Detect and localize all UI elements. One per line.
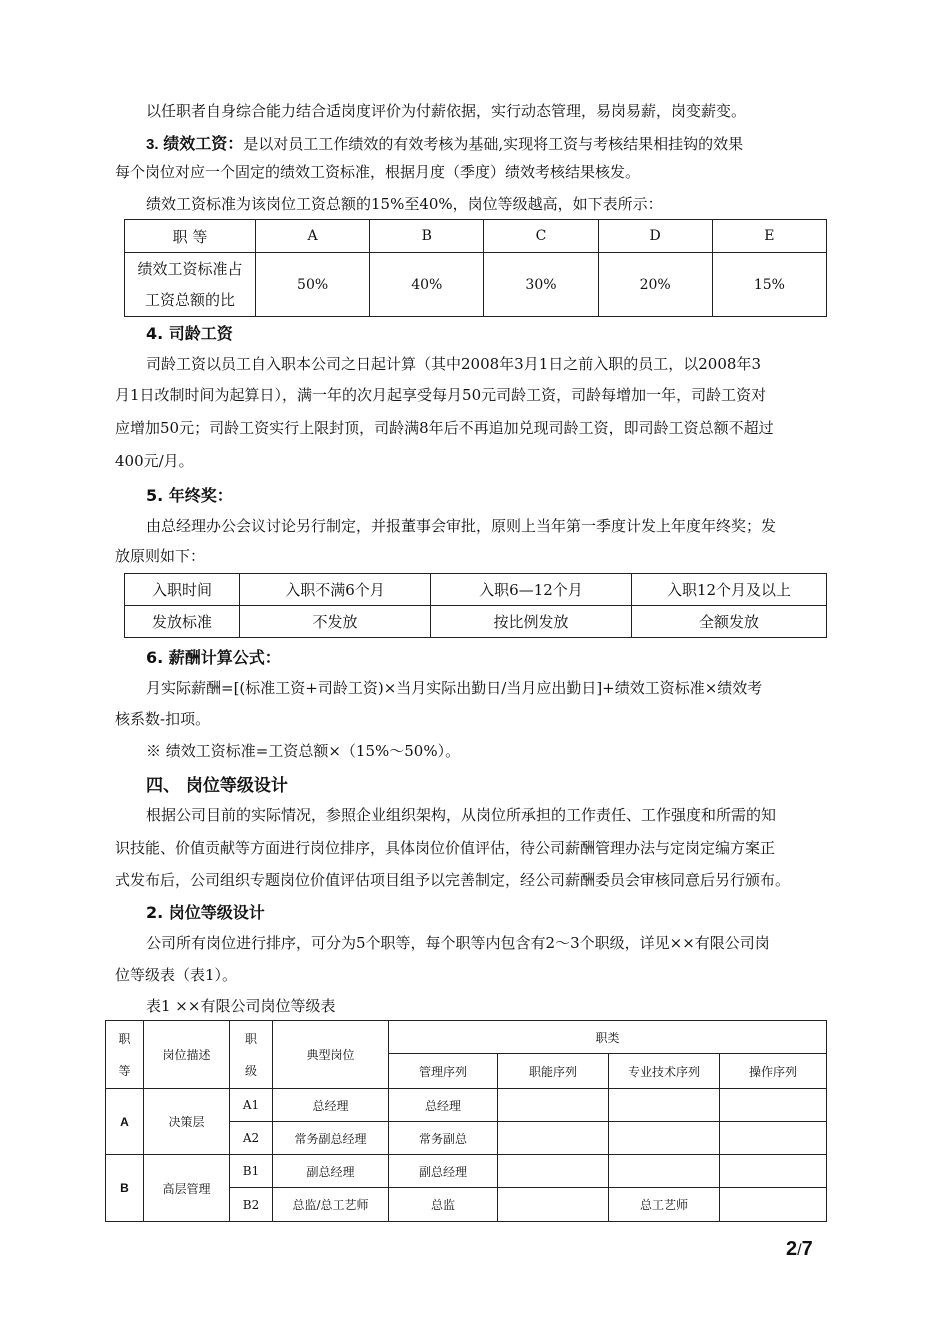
- table-subheader-cell: 操作序列: [720, 1054, 827, 1089]
- table-cell: [609, 1155, 720, 1188]
- table-cell: [609, 1122, 720, 1155]
- text-line: 放原则如下：: [115, 547, 206, 565]
- table-cell-typical: 常务副总经理: [273, 1122, 389, 1155]
- text-line: 以任职者自身综合能力结合适岗度评价为付薪依据，实行动态管理，易岗易薪，岗变薪变。: [146, 102, 747, 120]
- table-row: [106, 1155, 827, 1188]
- table-header-cell: 职类: [389, 1021, 827, 1054]
- table-header-cell: 典型岗位: [273, 1021, 389, 1089]
- table-subheader-cell: 职能序列: [498, 1054, 609, 1089]
- table-header-cell: 职 等: [125, 220, 256, 253]
- header-char: 职: [244, 1031, 257, 1046]
- table-header-cell: [230, 1021, 273, 1089]
- table-cell: 40%: [370, 253, 484, 317]
- table-subheader-cell: 管理序列: [389, 1054, 498, 1089]
- table-cell: 不发放: [240, 606, 431, 638]
- table-row-label: [125, 253, 256, 317]
- text-line: 每个岗位对应一个固定的绩效工资标准，根据月度（季度）绩效考核结果核发。: [115, 163, 641, 181]
- table-cell: [720, 1122, 827, 1155]
- section-heading-seniority-pay: 4. 司龄工资: [146, 324, 233, 343]
- text-line: 根据公司目前的实际情况，参照企业组织架构，从岗位所承担的工作责任、工作强度和所需的知: [146, 806, 777, 824]
- text-line: 识技能、价值贡献等方面进行岗位排序，具体岗位价值评估，待公司薪酬管理办法与定岗定编方案正: [115, 839, 776, 857]
- header-char: 等: [118, 1063, 131, 1078]
- table-header-cell: 入职时间: [125, 574, 240, 606]
- heading-number: 3.: [146, 136, 159, 153]
- table-cell-grade: A: [106, 1089, 144, 1155]
- table-header-cell: A: [256, 220, 370, 253]
- table-header-cell: 入职6—12个月: [431, 574, 632, 606]
- page-total: 7: [801, 1238, 813, 1260]
- text-line: 月1日改制时间为起算日），满一年的次月起享受每月50元司龄工资，司龄每增加一年，司龄工资对: [115, 386, 767, 404]
- text-line: 位等级表（表1）。: [115, 966, 238, 984]
- table-cell: 常务副总: [389, 1122, 498, 1155]
- row-label-line: 工资总额的比: [144, 290, 235, 309]
- text-line: 核系数-扣项。: [115, 710, 211, 728]
- table-cell: 总工艺师: [609, 1188, 720, 1222]
- heading-title: 绩效工资：: [163, 134, 244, 153]
- bonus-table: [124, 573, 827, 638]
- table-cell: 总监: [389, 1188, 498, 1222]
- table-cell-grade: B: [106, 1155, 144, 1222]
- table-cell: [720, 1188, 827, 1222]
- table-row: [106, 1089, 827, 1122]
- text-line: 公司所有岗位进行排序，可分为5个职等，每个职等内包含有2～3个职级，详见××有限公司岗: [146, 934, 770, 952]
- section-heading-year-end-bonus: 5. 年终奖：: [146, 486, 233, 505]
- table-cell: [609, 1089, 720, 1122]
- section-heading-salary-formula: 6. 薪酬计算公式：: [146, 648, 281, 667]
- header-char: 职: [118, 1031, 131, 1046]
- table-cell-typical: 总监/总工艺师: [273, 1188, 389, 1222]
- table-cell-level: A2: [230, 1122, 273, 1155]
- table-cell: [498, 1188, 609, 1222]
- table-cell: 30%: [484, 253, 598, 317]
- table-header-cell: 岗位描述: [144, 1021, 230, 1089]
- table-cell: 50%: [256, 253, 370, 317]
- table-cell: 发放标准: [125, 606, 240, 638]
- table-cell: 全额发放: [632, 606, 827, 638]
- table-cell-typical: 副总经理: [273, 1155, 389, 1188]
- table-cell: 按比例发放: [431, 606, 632, 638]
- table-header-cell: C: [484, 220, 598, 253]
- chapter-heading-position-grades: 四、 岗位等级设计: [146, 776, 288, 796]
- table-cell: [498, 1155, 609, 1188]
- heading-text: 是以对员工工作绩效的有效考核为基础,实现将工资与考核结果相挂钩的效果: [243, 135, 744, 153]
- table-cell-level: B2: [230, 1188, 273, 1222]
- table-header-cell: [106, 1021, 144, 1089]
- table-header-cell: B: [370, 220, 484, 253]
- table-subheader-cell: 专业技术序列: [609, 1054, 720, 1089]
- text-line: 400元/月。: [115, 452, 194, 470]
- table-cell: [498, 1089, 609, 1122]
- page-separator: /: [797, 1242, 802, 1259]
- section-heading-performance-pay: [146, 131, 743, 154]
- table-cell: [498, 1122, 609, 1155]
- table-caption: 表1 ××有限公司岗位等级表: [146, 997, 336, 1015]
- text-line: 应增加50元；司龄工资实行上限封顶，司龄满8年后不再追加兑现司龄工资，即司龄工资总额不超过: [115, 419, 774, 437]
- performance-pay-table: [124, 219, 827, 317]
- text-line: ※ 绩效工资标准=工资总额×（15%～50%）。: [146, 742, 461, 760]
- table-header-cell: D: [598, 220, 712, 253]
- table-cell-desc: 决策层: [144, 1089, 230, 1155]
- section-heading-grade-design: 2. 岗位等级设计: [146, 903, 265, 922]
- table-cell: 15%: [712, 253, 826, 317]
- page-current: 2: [786, 1238, 798, 1260]
- table-header-cell: 入职12个月及以上: [632, 574, 827, 606]
- table-cell-level: B1: [230, 1155, 273, 1188]
- header-char: 级: [244, 1063, 257, 1078]
- text-line: 绩效工资标准为该岗位工资总额的15%至40%，岗位等级越高，如下表所示：: [146, 195, 663, 213]
- table-cell: 20%: [598, 253, 712, 317]
- text-line: 司龄工资以员工自入职本公司之日起计算（其中2008年3月1日之前入职的员工，以2008年3: [146, 355, 761, 373]
- row-label-line: 绩效工资标准占: [137, 259, 243, 278]
- table-header-cell: 入职不满6个月: [240, 574, 431, 606]
- text-line: 月实际薪酬=[(标准工资+司龄工资)×当月实际出勤日/当月应出勤日]+绩效工资标准×绩效考: [146, 679, 763, 697]
- table-cell-desc: 高层管理: [144, 1155, 230, 1222]
- table-cell: 总经理: [389, 1089, 498, 1122]
- text-line: 式发布后，公司组织专题岗位价值评估项目组予以完善制定，经公司薪酬委员会审核同意后另行颁布。: [115, 871, 791, 889]
- table-cell: [720, 1089, 827, 1122]
- table-cell-typical: 总经理: [273, 1089, 389, 1122]
- table-cell: 副总经理: [389, 1155, 498, 1188]
- table-cell: [720, 1155, 827, 1188]
- page-number: [786, 1238, 813, 1261]
- table-cell-level: A1: [230, 1089, 273, 1122]
- position-grade-table: [105, 1020, 827, 1222]
- table-header-cell: E: [712, 220, 826, 253]
- text-line: 由总经理办公会议讨论另行制定，并报董事会审批，原则上当年第一季度计发上年度年终奖；发: [146, 517, 777, 535]
